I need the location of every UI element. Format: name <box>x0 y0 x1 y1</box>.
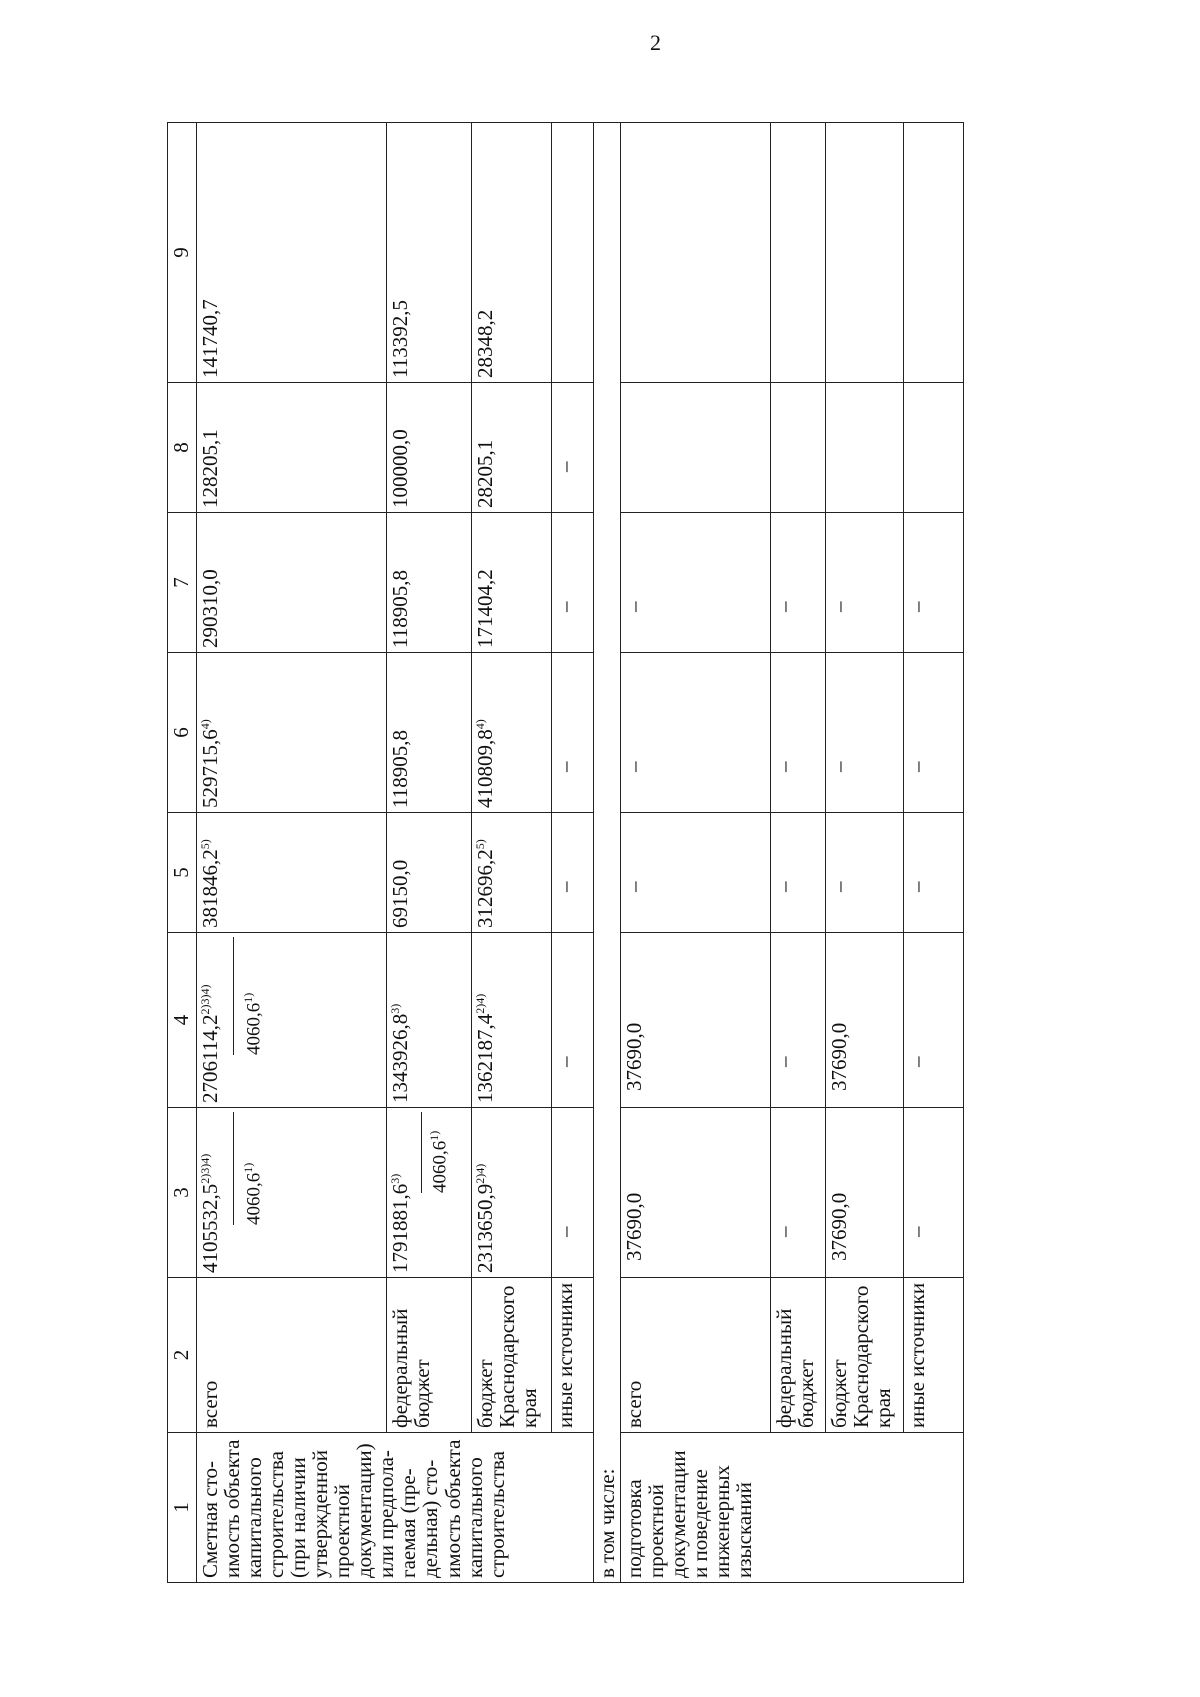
subtotal-separator-row <box>594 123 621 1583</box>
value-cell <box>552 123 594 383</box>
header-cell: 3 <box>168 1108 197 1278</box>
value-cell: – <box>621 513 771 653</box>
value-cell: – <box>904 653 964 813</box>
value-cell <box>826 123 904 383</box>
value-cell: – <box>552 1108 594 1278</box>
header-cell: 9 <box>168 123 197 383</box>
value-cell: – <box>621 653 771 813</box>
value-cell: – <box>552 813 594 933</box>
value-cell: 113392,5 <box>387 123 472 383</box>
value-cell: – <box>904 513 964 653</box>
value-cell: – <box>552 383 594 513</box>
value-cell: 37690,0 <box>621 933 771 1108</box>
header-cell: 6 <box>168 653 197 813</box>
value-cell: 290310,0 <box>197 513 387 653</box>
value-cell: 118905,8 <box>387 513 472 653</box>
value-cell: – <box>552 653 594 813</box>
value-cell: 381846,2$^{5)}$ <box>197 813 387 933</box>
row-label: федеральный бюджет <box>387 1278 472 1433</box>
row-label: федеральный бюджет <box>771 1278 826 1433</box>
value-cell: – <box>826 653 904 813</box>
value-cell: – <box>771 1108 826 1278</box>
value-cell: 37690,0 <box>826 933 904 1108</box>
value-cell: 28348,2 <box>472 123 552 383</box>
row-label: всего <box>197 1278 387 1433</box>
value-cell: 118905,8 <box>387 653 472 813</box>
value-cell: – <box>771 813 826 933</box>
value-cell: 312696,2$^{5)}$ <box>472 813 552 933</box>
value-cell: – <box>904 813 964 933</box>
value-cell <box>771 383 826 513</box>
value-cell: – <box>826 513 904 653</box>
row-label: бюджет Краснодарского края <box>826 1278 904 1433</box>
value-cell: 37690,0 <box>826 1108 904 1278</box>
value-cell <box>826 383 904 513</box>
value-cell: 141740,7 <box>197 123 387 383</box>
row-label: бюджет Краснодарского края <box>472 1278 552 1433</box>
value-cell: 410809,8$^{4)}$ <box>472 653 552 813</box>
header-cell: 7 <box>168 513 197 653</box>
row-label: иные источники <box>904 1278 964 1433</box>
in-that-number-label: в том числе: <box>594 123 621 1583</box>
value-cell: – <box>904 933 964 1108</box>
value-cell: – <box>621 813 771 933</box>
value-cell <box>621 383 771 513</box>
value-cell: – <box>904 1108 964 1278</box>
header-row <box>168 123 197 1583</box>
header-cell: 5 <box>168 813 197 933</box>
table-row <box>387 123 472 1583</box>
group-label-cost: Сметная сто-имость объекта капитального строительства (при наличии утвержденной проектной документации) или предпола-гаемая (пре-дельная) сто-имость объекта капитального строительства <box>197 1433 594 1583</box>
table-row <box>472 123 552 1583</box>
value-cell: 529715,6$^{4)}$ <box>197 653 387 813</box>
table-row <box>826 123 904 1583</box>
rotated-table-stage <box>167 123 1127 1583</box>
value-cell: $2313650,9^{2)4)}$ <box>472 1108 552 1278</box>
group-label-design: подготовка проектной документации и поведение инженерных изысканий <box>621 1433 964 1583</box>
value-cell: 37690,0 <box>621 1108 771 1278</box>
value-cell: – <box>826 813 904 933</box>
value-cell: $4105532,5^{2)3)4)}$ 4060,6$^{1)}$ <box>197 1108 387 1278</box>
table-row <box>621 123 771 1583</box>
table-row <box>771 123 826 1583</box>
value-cell: – <box>771 513 826 653</box>
value-cell <box>621 123 771 383</box>
row-label: всего <box>621 1278 771 1433</box>
table-row <box>552 123 594 1583</box>
table-row <box>904 123 964 1583</box>
value-cell: – <box>771 653 826 813</box>
header-cell: 4 <box>168 933 197 1108</box>
value-cell <box>904 383 964 513</box>
value-cell: 171404,2 <box>472 513 552 653</box>
value-cell: 1343926,8$^{3)}$ <box>387 933 472 1108</box>
value-cell: 128205,1 <box>197 383 387 513</box>
header-cell: 2 <box>168 1278 197 1433</box>
value-cell: 28205,1 <box>472 383 552 513</box>
value-cell: 1791881,6$^{3)}$ 4060,6$^{1)}$ <box>387 1108 472 1278</box>
header-cell: 8 <box>168 383 197 513</box>
value-cell: 69150,0 <box>387 813 472 933</box>
value-cell: – <box>552 933 594 1108</box>
value-cell: – <box>552 513 594 653</box>
row-label: иные источники <box>552 1278 594 1433</box>
value-cell: $1362187,4^{2)4)}$ <box>472 933 552 1108</box>
value-cell <box>904 123 964 383</box>
funding-table <box>167 122 964 1583</box>
value-cell: 100000,0 <box>387 383 472 513</box>
value-cell: – <box>771 933 826 1108</box>
header-cell: 1 <box>168 1433 197 1583</box>
page-number: 2 <box>650 30 661 55</box>
table-row <box>197 123 387 1583</box>
value-cell: $2706114,2^{2)3)4)}$ 4060,6$^{1)}$ <box>197 933 387 1108</box>
value-cell <box>771 123 826 383</box>
